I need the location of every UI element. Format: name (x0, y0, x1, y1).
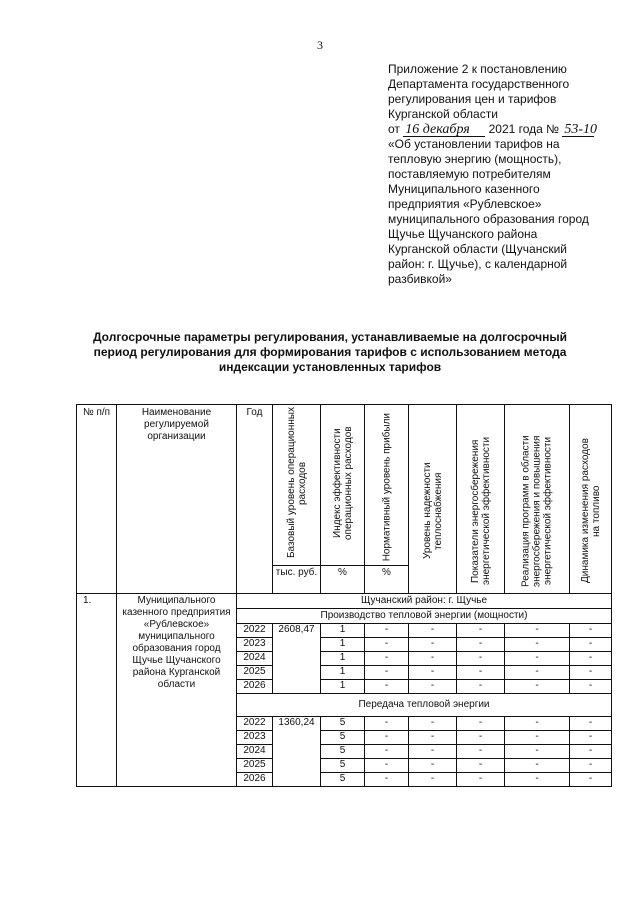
cell-reliability: - (409, 731, 457, 745)
cell-fuel: - (570, 652, 612, 666)
unit-base: тыс. руб. (273, 566, 321, 594)
section-production: Производство тепловой энергии (мощности) (237, 609, 612, 624)
header-year: Год (237, 405, 273, 594)
subject-line: муниципального образования город (388, 212, 589, 226)
cell-fuel: - (570, 680, 612, 694)
unit-profit: % (365, 566, 409, 594)
section-transmission: Передача тепловой энергии (237, 694, 612, 717)
cell-profit: - (365, 731, 409, 745)
cell-profit: - (365, 773, 409, 787)
cell-fuel: - (570, 666, 612, 680)
cell-index: 1 (321, 680, 365, 694)
header-index-text: Индекс эффективности операционных расходов (331, 426, 354, 540)
header-energy-text: Показатели энергосбережения энергетической эффективности (469, 436, 492, 586)
cell-programs: - (505, 652, 570, 666)
subject-line: предприятия «Рублевское» (388, 197, 542, 211)
cell-year: 2022 (237, 624, 273, 638)
cell-index: 5 (321, 745, 365, 759)
cell-programs: - (505, 624, 570, 638)
header-fuel-text: Динамика изменения расходов на топливо (579, 438, 602, 584)
cell-index: 1 (321, 652, 365, 666)
cell-index: 1 (321, 666, 365, 680)
cell-profit: - (365, 638, 409, 652)
cell-year: 2022 (237, 717, 273, 731)
cell-reliability: - (409, 666, 457, 680)
cell-programs: - (505, 773, 570, 787)
cell-index: 5 (321, 717, 365, 731)
header-programs (505, 405, 570, 594)
cell-fuel: - (570, 717, 612, 731)
document-title (70, 330, 590, 375)
cell-base: 2608,47 (273, 624, 321, 694)
header-profit-text: Нормативный уровень прибыли (381, 412, 392, 561)
cell-base: 1360,24 (273, 717, 321, 787)
cell-energy: - (457, 745, 505, 759)
cell-programs: - (505, 759, 570, 773)
handwritten-date: 16 декабря (403, 124, 485, 137)
header-org: Наименование регулируемой организации (117, 405, 237, 594)
cell-index: 1 (321, 638, 365, 652)
cell-fuel: - (570, 759, 612, 773)
cell-year: 2025 (237, 759, 273, 773)
header-num: № п/п (77, 405, 117, 594)
subject-line: поставляемую потребителям (388, 167, 551, 181)
cell-programs: - (505, 666, 570, 680)
cell-profit: - (365, 759, 409, 773)
cell-index: 5 (321, 731, 365, 745)
header-base-text: Базовый уровень операционных расходов (285, 407, 308, 559)
cell-energy: - (457, 773, 505, 787)
region-label: Щучанский район: г. Щучье (237, 594, 612, 609)
cell-energy: - (457, 731, 505, 745)
subject-line: «Об установлении тарифов на (388, 137, 560, 151)
subject-line: Муниципального казенного (388, 182, 540, 196)
appendix-date-line (388, 122, 628, 137)
cell-index: 5 (321, 759, 365, 773)
cell-programs: - (505, 680, 570, 694)
appendix-line: регулирования цен и тарифов (388, 92, 557, 106)
cell-fuel: - (570, 745, 612, 759)
cell-reliability: - (409, 773, 457, 787)
cell-energy: - (457, 759, 505, 773)
subject-line: Курганской области (Щучанский (388, 242, 567, 256)
cell-year: 2026 (237, 773, 273, 787)
cell-profit: - (365, 717, 409, 731)
cell-profit: - (365, 666, 409, 680)
cell-fuel: - (570, 731, 612, 745)
subject-line: Щучье Щучанского района (388, 227, 538, 241)
cell-reliability: - (409, 745, 457, 759)
cell-year: 2026 (237, 680, 273, 694)
cell-year: 2023 (237, 638, 273, 652)
title-line: период регулирования для формирования тарифов с использованием метода (93, 345, 567, 359)
header-fuel (570, 405, 612, 594)
header-programs-text: Реализация программ в области энергосбережения и повышения энергетической эффективности (520, 435, 554, 587)
cell-energy: - (457, 717, 505, 731)
cell-index: 5 (321, 773, 365, 787)
header-index (321, 405, 365, 566)
row-number: 1. (77, 594, 117, 787)
year-text: 2021 года № (488, 122, 560, 136)
region-row (77, 594, 612, 609)
cell-profit: - (365, 624, 409, 638)
handwritten-number: 53-10 (564, 122, 598, 137)
cell-energy: - (457, 680, 505, 694)
cell-programs: - (505, 745, 570, 759)
subject-line: разбивкой» (388, 272, 452, 286)
header-base (273, 405, 321, 566)
cell-year: 2024 (237, 745, 273, 759)
appendix-line: Департамента государственного (388, 77, 570, 91)
page-number: 3 (317, 38, 323, 52)
cell-energy: - (457, 652, 505, 666)
appendix-block (388, 62, 628, 287)
cell-year: 2023 (237, 731, 273, 745)
title-line: Долгосрочные параметры регулирования, устанавливаемые на долгосрочный (92, 330, 568, 344)
cell-reliability: - (409, 759, 457, 773)
cell-programs: - (505, 731, 570, 745)
cell-fuel: - (570, 773, 612, 787)
cell-energy: - (457, 638, 505, 652)
header-profit (365, 405, 409, 566)
subject-line: район: г. Щучье), с календарной (388, 257, 568, 271)
cell-reliability: - (409, 652, 457, 666)
cell-profit: - (365, 652, 409, 666)
cell-year: 2024 (237, 652, 273, 666)
parameters-table (76, 404, 612, 787)
cell-fuel: - (570, 624, 612, 638)
cell-reliability: - (409, 717, 457, 731)
cell-reliability: - (409, 638, 457, 652)
header-energy (457, 405, 505, 594)
cell-energy: - (457, 666, 505, 680)
org-name: Муниципального казенного предприятия «Рублевское» муниципального образования город Щучье Щучанского района Курганской области (117, 594, 237, 787)
cell-energy: - (457, 624, 505, 638)
cell-reliability: - (409, 680, 457, 694)
title-line: индексации установленных тарифов (218, 360, 442, 374)
unit-index: % (321, 566, 365, 594)
date-prefix: от (388, 122, 400, 136)
cell-programs: - (505, 717, 570, 731)
appendix-line: Приложение 2 к постановлению (388, 62, 567, 76)
cell-programs: - (505, 638, 570, 652)
cell-index: 1 (321, 624, 365, 638)
cell-profit: - (365, 745, 409, 759)
cell-profit: - (365, 680, 409, 694)
cell-year: 2025 (237, 666, 273, 680)
subject-line: тепловую энергию (мощность), (388, 152, 562, 166)
cell-fuel: - (570, 638, 612, 652)
appendix-line: Курганской области (388, 107, 498, 121)
header-row (77, 405, 612, 566)
cell-reliability: - (409, 624, 457, 638)
header-reliability (409, 405, 457, 594)
header-reliability-text: Уровень надежности теплоснабжения (421, 462, 444, 560)
